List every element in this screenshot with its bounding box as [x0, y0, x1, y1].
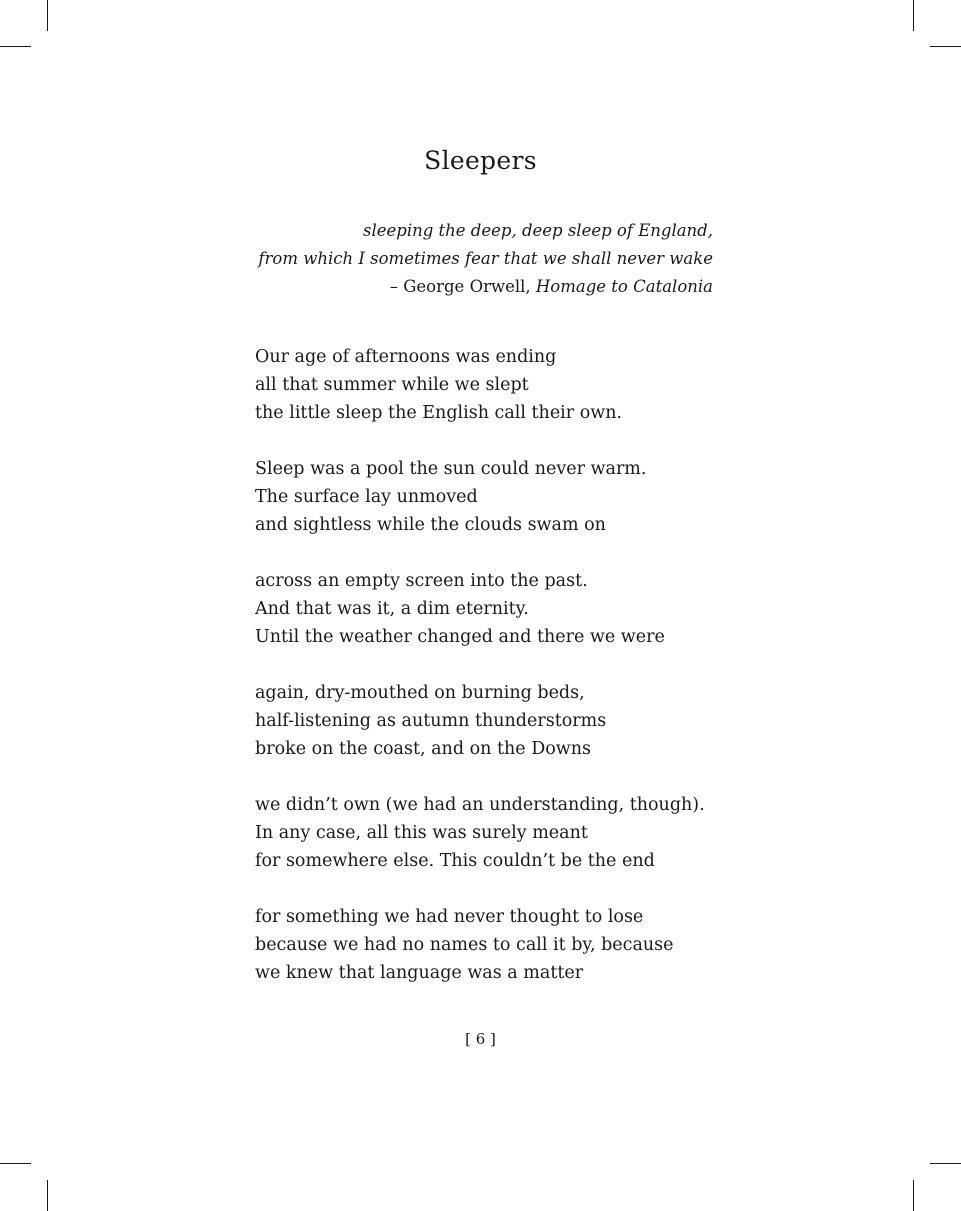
- epigraph-line: from which I sometimes fear that we shall never wake: [258, 249, 713, 268]
- page-number: [ 6 ]: [465, 1030, 496, 1048]
- stanza: [255, 903, 755, 987]
- poem-line: Our age of afternoons was ending: [255, 347, 557, 367]
- crop-mark-top-left-vertical: [47, 0, 48, 31]
- crop-mark-bottom-right-vertical: [913, 1180, 914, 1211]
- stanza: [255, 567, 755, 651]
- poem-line: and sightless while the clouds swam on: [255, 515, 606, 535]
- stanza: [255, 679, 755, 763]
- attribution-author: – George Orwell,: [389, 277, 536, 296]
- crop-mark-bottom-right-horizontal: [930, 1163, 961, 1164]
- poem-title: Sleepers: [424, 146, 537, 175]
- attribution-work: Homage to Catalonia: [535, 277, 713, 296]
- poem-line: In any case, all this was surely meant: [255, 823, 588, 843]
- poem-line: again, dry-mouthed on burning beds,: [255, 683, 585, 703]
- crop-mark-top-right-vertical: [913, 0, 914, 31]
- crop-mark-bottom-left-horizontal: [0, 1163, 31, 1164]
- poem-line: Until the weather changed and there we were: [255, 627, 665, 647]
- epigraph-attribution: [200, 273, 713, 301]
- poem-line: Sleep was a pool the sun could never warm.: [255, 459, 647, 479]
- poem-line: broke on the coast, and on the Downs: [255, 739, 591, 759]
- poem-line: And that was it, a dim eternity.: [255, 599, 529, 619]
- crop-mark-top-right-horizontal: [930, 46, 961, 47]
- poem-body: [255, 343, 755, 1015]
- epigraph: [200, 217, 713, 301]
- stanza: [255, 791, 755, 875]
- crop-mark-top-left-horizontal: [0, 46, 31, 47]
- poem-line: for somewhere else. This couldn’t be the end: [255, 851, 655, 871]
- poem-line: half-listening as autumn thunderstorms: [255, 711, 607, 731]
- epigraph-line: sleeping the deep, deep sleep of England,: [362, 221, 713, 240]
- poem-line: the little sleep the English call their own.: [255, 403, 623, 423]
- poem-line: The surface lay unmoved: [255, 487, 478, 507]
- crop-mark-bottom-left-vertical: [47, 1180, 48, 1211]
- poem-line: we knew that language was a matter: [255, 963, 584, 983]
- poem-line: because we had no names to call it by, because: [255, 935, 674, 955]
- poem-line: across an empty screen into the past.: [255, 571, 588, 591]
- poem-line: we didn’t own (we had an understanding, though).: [255, 795, 705, 815]
- poem-line: all that summer while we slept: [255, 375, 529, 395]
- stanza: [255, 455, 755, 539]
- poem-line: for something we had never thought to lose: [255, 907, 644, 927]
- stanza: [255, 343, 755, 427]
